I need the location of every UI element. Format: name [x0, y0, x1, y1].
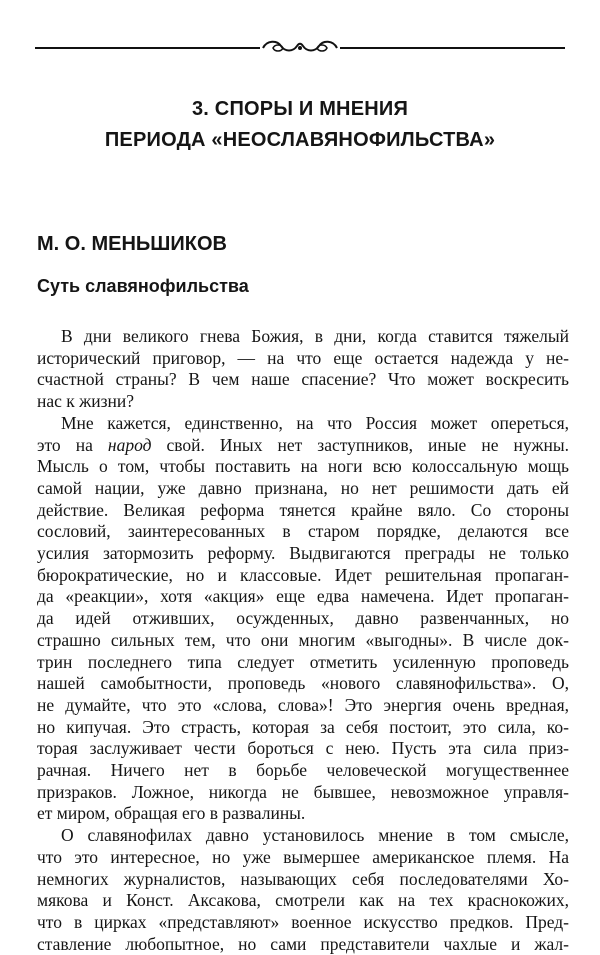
text-segment: это на — [37, 434, 108, 455]
text-line: торая заслуживает чести бороться с нею. Пусть эта сила приз- — [37, 738, 569, 759]
article-body — [37, 326, 569, 955]
text-line: но кипучая. Это страсть, которая за себя постоит, это сила, ко- — [37, 716, 569, 737]
text-line: мякова и Конст. Аксакова, смотрели как на тех краснокожих, — [37, 890, 569, 911]
text-line: самой нации, уже давно признана, но нет решимости дать ей — [37, 477, 569, 498]
text-line: бюрократические, но и классовые. Идет решительная пропаган- — [37, 564, 569, 585]
text-line: да идей отживших, осужденных, давно развенчанных, но — [37, 608, 569, 629]
text-line: исторический приговор, — на что еще остается надежда у не- — [37, 347, 569, 368]
text-line: не думайте, что это «слова, слова»! Это энергия очень вредная, — [37, 694, 569, 715]
text-line: что это интересное, но уже вымершее американское племя. На — [37, 846, 569, 867]
text-line: рачная. Ничего нет в борьбе человеческой могущественнее — [37, 760, 569, 781]
text-line: немногих журналистов, называющих себя последователями Хо- — [37, 868, 569, 889]
text-line: ставление любопытное, но сами представители чахлые и жал- — [37, 933, 569, 954]
text-line: Мне кажется, единственно, на что Россия может опереться, — [61, 412, 569, 433]
article-title: Суть славянофильства — [37, 276, 249, 296]
text-line: трин последнего типа следует отметить усиленную проповедь — [37, 651, 569, 672]
text-segment: свой. Иных нет заступников, иные не нужны. — [151, 434, 569, 455]
text-line: действие. Великая реформа тянется крайне вяло. Со стороны — [37, 499, 569, 520]
text-line-with-emphasis — [37, 435, 569, 457]
text-line: Мысль о том, чтобы поставить на ноги всю колоссальную мощь — [37, 456, 569, 477]
text-line: В дни великого гнева Божия, в дни, когда ставится тяжелый — [61, 326, 569, 346]
emphasized-word: народ — [107, 434, 152, 455]
text-line: счастной страны? В чем наше спасение? Что может воскресить — [37, 369, 569, 390]
chapter-title-line-2: ПЕРИОДА «НЕОСЛАВЯНОФИЛЬСТВА» — [104, 129, 496, 151]
text-line: что в цирках «представляют» военное искусство предков. Пред- — [37, 911, 569, 932]
chapter-title-line-1: 3. СПОРЫ И МНЕНИЯ — [191, 98, 409, 120]
text-line: нас к жизни? — [37, 391, 135, 412]
text-line: да «реакции», хотя «акция» еще едва намечена. Идет пропаган- — [37, 586, 569, 607]
text-line: призраков. Ложное, никогда не бывшее, невозможное управля- — [37, 781, 569, 802]
text-line: О славянофилах давно установилось мнение в том смысле, — [61, 825, 569, 846]
ornamental-divider — [35, 34, 565, 62]
text-line: сословий, заинтересованных в старом порядке, делаются все — [37, 521, 569, 542]
article-author: М. О. МЕНЬШИКОВ — [37, 233, 227, 255]
text-line: страшно сильных тем, что они многим «выгодны». В числе док- — [37, 629, 569, 650]
text-line: усилия затормозить реформу. Выдвигаются преграды не только — [37, 543, 569, 564]
text-line: ет миром, обращая его в развалины. — [37, 803, 306, 824]
text-line: нашей самобытности, проповедь «нового славянофильства». О, — [37, 673, 569, 694]
